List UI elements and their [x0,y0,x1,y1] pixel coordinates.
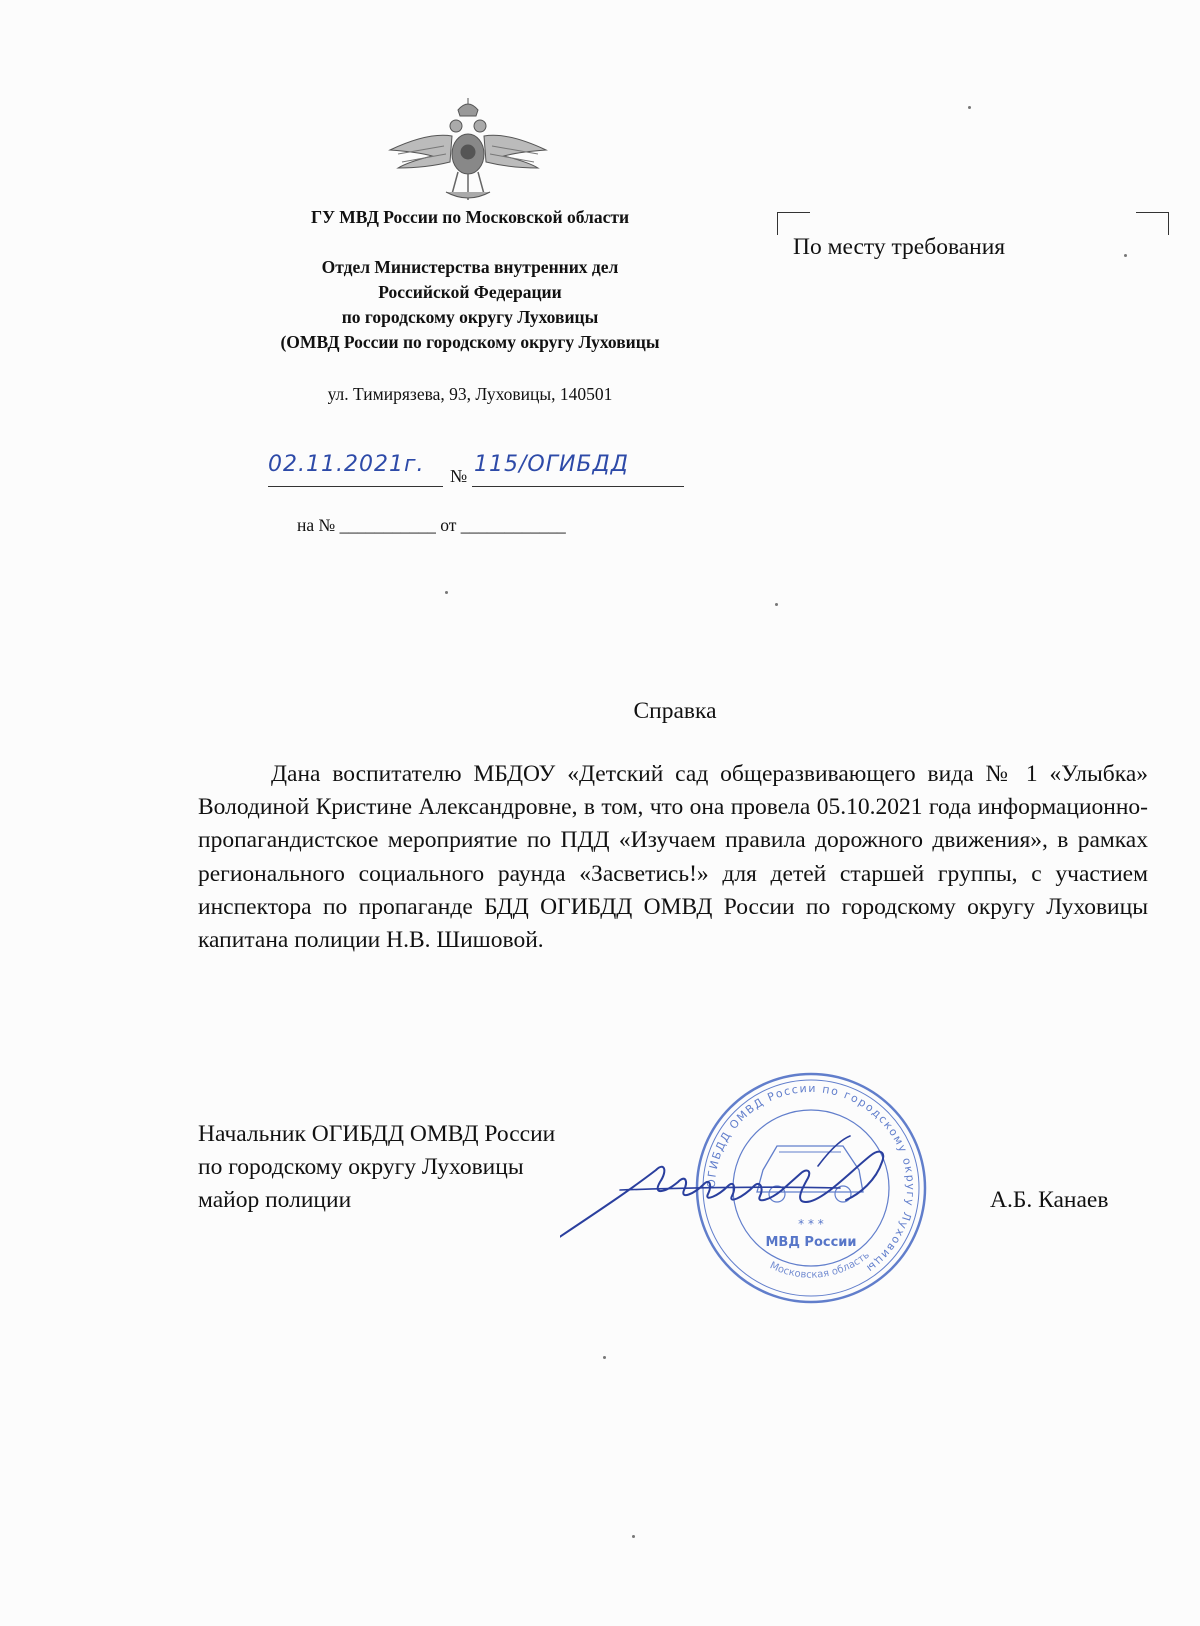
date-underline [268,486,443,487]
signatory-name: А.Б. Канаев [990,1187,1109,1213]
mvd-emblem-icon [388,96,548,206]
department-name-line1: Отдел Министерства внутренних дел [321,257,619,277]
recipient: По месту требования [793,234,1006,260]
registration-number: 115/ОГИБДД [474,452,629,477]
department-address: ул. Тимирязева, 93, Луховицы, 140501 [327,384,613,404]
scan-speck [445,591,448,594]
stamp-stars: * * * [798,1217,824,1231]
number-underline [472,486,684,487]
registration-date: 02.11.2021г. [268,452,425,477]
document-title: Справка [633,698,717,724]
stamp-bottom-text: Московская область [768,1249,872,1281]
address-bracket-right [1136,212,1169,235]
document-body: Дана воспитателю МБДОУ «Детский сад общеразвивающего вида № 1 «Улыбка» Володиной Кристине Александровне, в том, что она провела 05.10.2021 года информационно-пропагандистское мероприятие по ПДД «Изучаем правила дорожного движения», в рамках регионального социального раунда «Засветись!» для детей старшей группы, с участием инспектора по пропаганде БДД ОГИБДД ОМВД России по городскому округу Луховицы капитана полиции Н.В. Шишовой. [198,761,1148,954]
scan-speck [968,106,971,109]
address-bracket-left [777,212,810,235]
signatory-position-line1: Начальник ОГИБДД ОМВД России [198,1121,556,1147]
registration-row [268,452,688,496]
in-reply-to-line: на № ___________ от ____________ [297,515,566,535]
stamp-outer-text: ОГИБДД ОМВД России по городскому округу Луховицы [704,1081,918,1276]
department-name-line2: Российской Федерации [378,282,562,302]
scan-speck [775,603,778,606]
department-name-line3: по городскому округу Луховицы [341,307,599,327]
signatory-position-line2: по городскому округу Луховицы [198,1154,524,1180]
stamp-center-text: МВД России [765,1235,857,1250]
department-name-line4: (ОМВД России по городскому округу Луховицы [280,332,660,352]
handwritten-signature [560,1130,960,1290]
signatory-position-line3: майор полиции [198,1187,352,1213]
scan-speck [632,1535,635,1538]
number-sign: № [450,466,468,486]
ministry-regional-name: ГУ МВД России по Московской области [310,207,630,227]
scan-speck [603,1356,606,1359]
scan-speck [1124,254,1127,257]
